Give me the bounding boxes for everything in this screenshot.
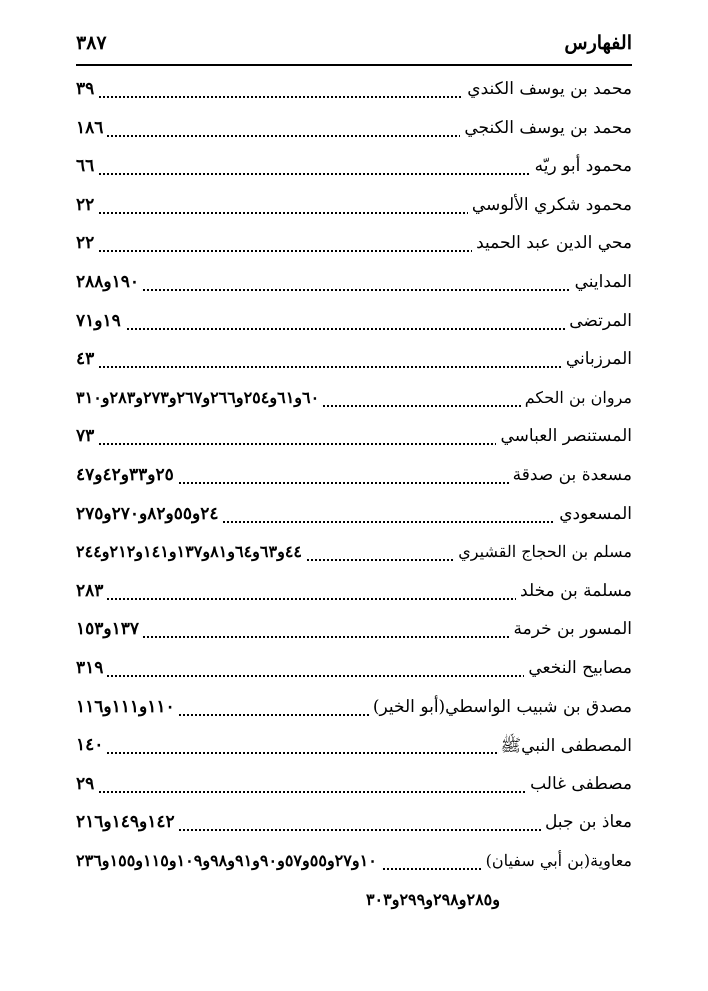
index-entry — [76, 572, 632, 611]
index-entry — [76, 649, 632, 688]
index-entry — [76, 726, 632, 765]
entry-pages: ١٤٢و١٤٩و٢١٦ — [76, 812, 179, 832]
entry-name: المستنصر العباسي — [496, 426, 632, 446]
entry-pages: ٢٨٣ — [76, 581, 107, 601]
entry-name: محي الدين عبد الحميد — [472, 233, 632, 253]
index-entry — [76, 417, 632, 456]
page-number: ٣٨٧ — [76, 32, 107, 54]
entry-name: المسور بن خرمة — [510, 619, 632, 639]
entry-name: مصدق بن شبيب الواسطي(أبو الخير) — [369, 697, 632, 717]
header-divider — [76, 64, 632, 66]
entry-name: مصابيح النخعي — [524, 658, 632, 678]
entry-pages: ٣١٩ — [76, 658, 107, 678]
entry-name: معاذ بن جبل — [541, 812, 632, 832]
entry-pages: ٤٤و٦٣و٦٤و٨١و١٣٧و١٤١و٢١٢و٢٤٤ — [76, 542, 306, 561]
index-entry — [76, 533, 632, 572]
entry-name: مصطفى غالب — [526, 774, 632, 794]
index-entry — [76, 224, 632, 263]
entry-pages: ١٤٠ — [76, 735, 107, 755]
page-title: الفهارس — [564, 32, 632, 54]
entry-name: مسلمة بن مخلد — [516, 581, 632, 601]
entry-pages: ١٩و٧١ — [76, 311, 125, 331]
entry-name: المدايني — [571, 272, 632, 292]
index-entry — [76, 842, 632, 881]
entry-name: المرزباني — [562, 349, 632, 369]
entry-pages: ٢٢ — [76, 233, 98, 253]
entry-pages: ١٣٧و١٥٣ — [76, 619, 143, 639]
index-entries — [76, 70, 632, 918]
entry-pages: ٤٣ — [76, 349, 98, 369]
index-entry — [76, 610, 632, 649]
entry-name: محمود شكري الألوسي — [468, 195, 632, 215]
entry-name: المرتضى — [565, 311, 632, 331]
entry-pages: ١٩٠و٢٨٨ — [76, 272, 143, 292]
dot-leader — [76, 366, 632, 368]
index-entry — [76, 765, 632, 804]
entry-name: مسلم بن الحجاج القشيري — [454, 542, 632, 561]
entry-name: معاوية(بن أبي سفيان) — [482, 851, 632, 870]
entry-pages: ٢٥و٣٣و٤٢و٤٧ — [76, 465, 178, 485]
entry-pages: ٢٩ — [76, 774, 98, 794]
entry-name: المسعودي — [555, 504, 632, 524]
index-entry — [76, 147, 632, 186]
index-entry — [76, 340, 632, 379]
entry-name: مروان بن الحكم — [521, 388, 632, 407]
index-entry — [76, 495, 632, 534]
index-entry — [76, 263, 632, 302]
index-entry — [76, 379, 632, 418]
entry-pages: ١٨٦ — [76, 118, 107, 138]
entry-continuation — [76, 880, 632, 918]
index-entry — [76, 70, 632, 109]
entry-pages: ٦٦ — [76, 156, 98, 176]
entry-pages-continued: و٢٨٥و٢٩٨و٢٩٩و٣٠٣ — [365, 890, 500, 910]
entry-pages: ٢٤و٥٥و٨٢و٢٧٠و٢٧٥ — [76, 504, 222, 524]
dot-leader — [76, 289, 632, 291]
index-entry — [76, 456, 632, 495]
entry-pages: ١٠و٢٧و٥٥و٥٧و٩٠و٩١و٩٨و١٠٩و١١٥و١٥٥و٢٣٦ — [76, 851, 381, 870]
entry-pages: ٣٩ — [76, 79, 98, 99]
entry-name: محمد بن يوسف الكندي — [463, 79, 632, 99]
entry-pages: ٢٢ — [76, 195, 98, 215]
index-entry — [76, 109, 632, 148]
index-entry — [76, 186, 632, 225]
entry-name: محمد بن يوسف الكنجي — [460, 118, 632, 138]
entry-name: المصطفى النبيﷺ — [497, 735, 632, 760]
page-header — [76, 30, 632, 60]
entry-pages: ٧٣ — [76, 426, 98, 446]
entry-name: مسعدة بن صدقة — [509, 465, 632, 485]
index-entry — [76, 302, 632, 341]
index-entry — [76, 688, 632, 727]
entry-pages: ٦٠و٦١و٢٥٤و٢٦٦و٢٦٧و٢٧٣و٢٨٣و٣١٠ — [76, 388, 323, 407]
entry-name: محمود أبو ريّه — [531, 156, 632, 176]
entry-pages: ١١٠و١١١و١١٦ — [76, 697, 179, 717]
index-entry — [76, 803, 632, 842]
dot-leader — [76, 328, 632, 330]
